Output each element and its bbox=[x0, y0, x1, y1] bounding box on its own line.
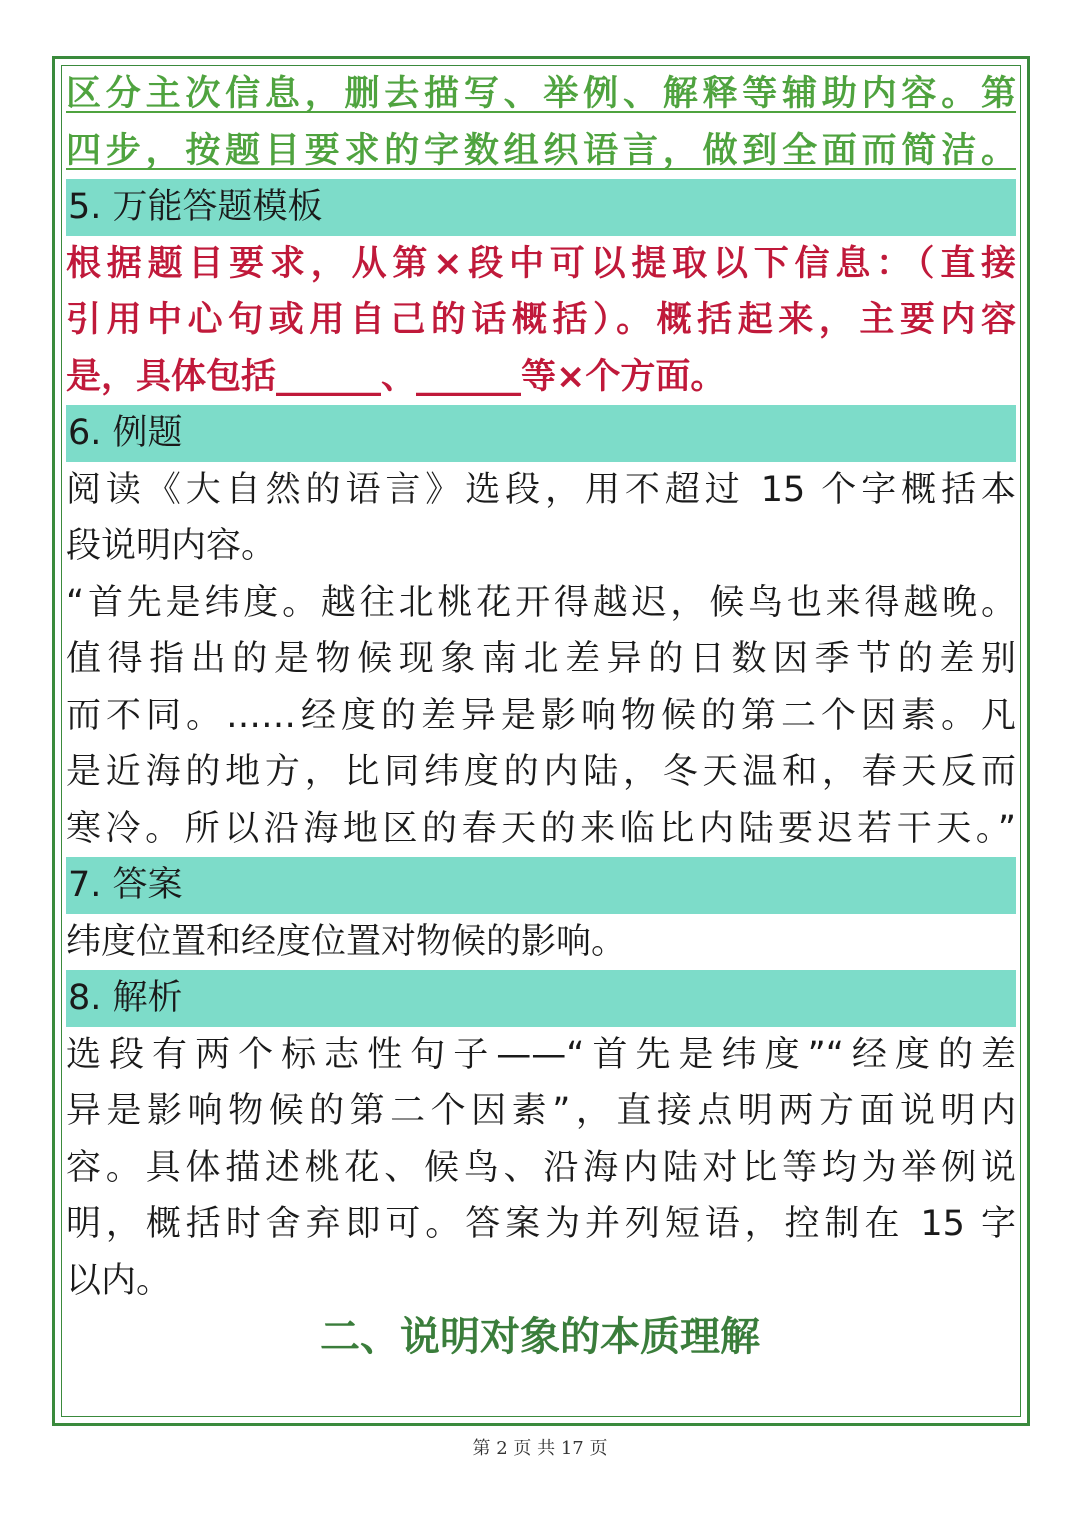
document-content bbox=[66, 66, 1016, 1309]
section7-heading: 7. 答案 bbox=[66, 857, 1016, 914]
section5-heading: 5. 万能答题模板 bbox=[66, 179, 1016, 236]
example-line: “首先是纬度。越往北桃花开得越迟，候鸟也来得越晚。 bbox=[66, 582, 1016, 623]
template-line: 引用中心句或用自己的话概括）。概括起来，主要内容 bbox=[66, 300, 1016, 340]
example-line: 而不同。……经度的差异是影响物候的第二个因素。凡 bbox=[66, 695, 1016, 736]
template-line: 根据题目要求，从第×段中可以提取以下信息：（直接 bbox=[66, 243, 1016, 284]
section-title: 二、说明对象的本质理解 bbox=[320, 1314, 760, 1360]
intro-line: 四步，按题目要求的字数组织语言，做到全面而简洁。 bbox=[66, 130, 1016, 171]
section6-heading: 6. 例题 bbox=[66, 405, 1016, 462]
section8-heading: 8. 解析 bbox=[66, 970, 1016, 1027]
example-line: 阅读《大自然的语言》选段，用不超过 15 个字概括本 bbox=[66, 469, 1016, 510]
analysis-line: 以内。 bbox=[66, 1260, 172, 1301]
template-line: 是，具体包括______、______等×个方面。 bbox=[66, 356, 726, 397]
answer-line: 纬度位置和经度位置对物候的影响。 bbox=[66, 921, 627, 962]
intro-line: 区分主次信息，删去描写、举例、解释等辅助内容。第 bbox=[66, 74, 1016, 114]
example-line: 值得指出的是物候现象南北差异的日数因季节的差别 bbox=[66, 639, 1016, 679]
example-line: 是近海的地方，比同纬度的内陆，冬天温和，春天反而 bbox=[66, 752, 1016, 792]
analysis-line: 容。具体描述桃花、候鸟、沿海内陆对比等均为举例说 bbox=[66, 1147, 1016, 1188]
analysis-line: 异是影响物候的第二个因素”，直接点明两方面说明内 bbox=[66, 1091, 1016, 1131]
example-line: 寒冷。所以沿海地区的春天的来临比内陆要迟若干天。” bbox=[66, 808, 1016, 849]
analysis-line: 明，概括时舍弃即可。答案为并列短语，控制在 15 字 bbox=[66, 1204, 1016, 1244]
analysis-line: 选段有两个标志性句子——“首先是纬度”“经度的差 bbox=[66, 1034, 1016, 1075]
page-footer: 第 2 页 共 17 页 bbox=[472, 1438, 608, 1459]
example-line: 段说明内容。 bbox=[66, 526, 277, 566]
